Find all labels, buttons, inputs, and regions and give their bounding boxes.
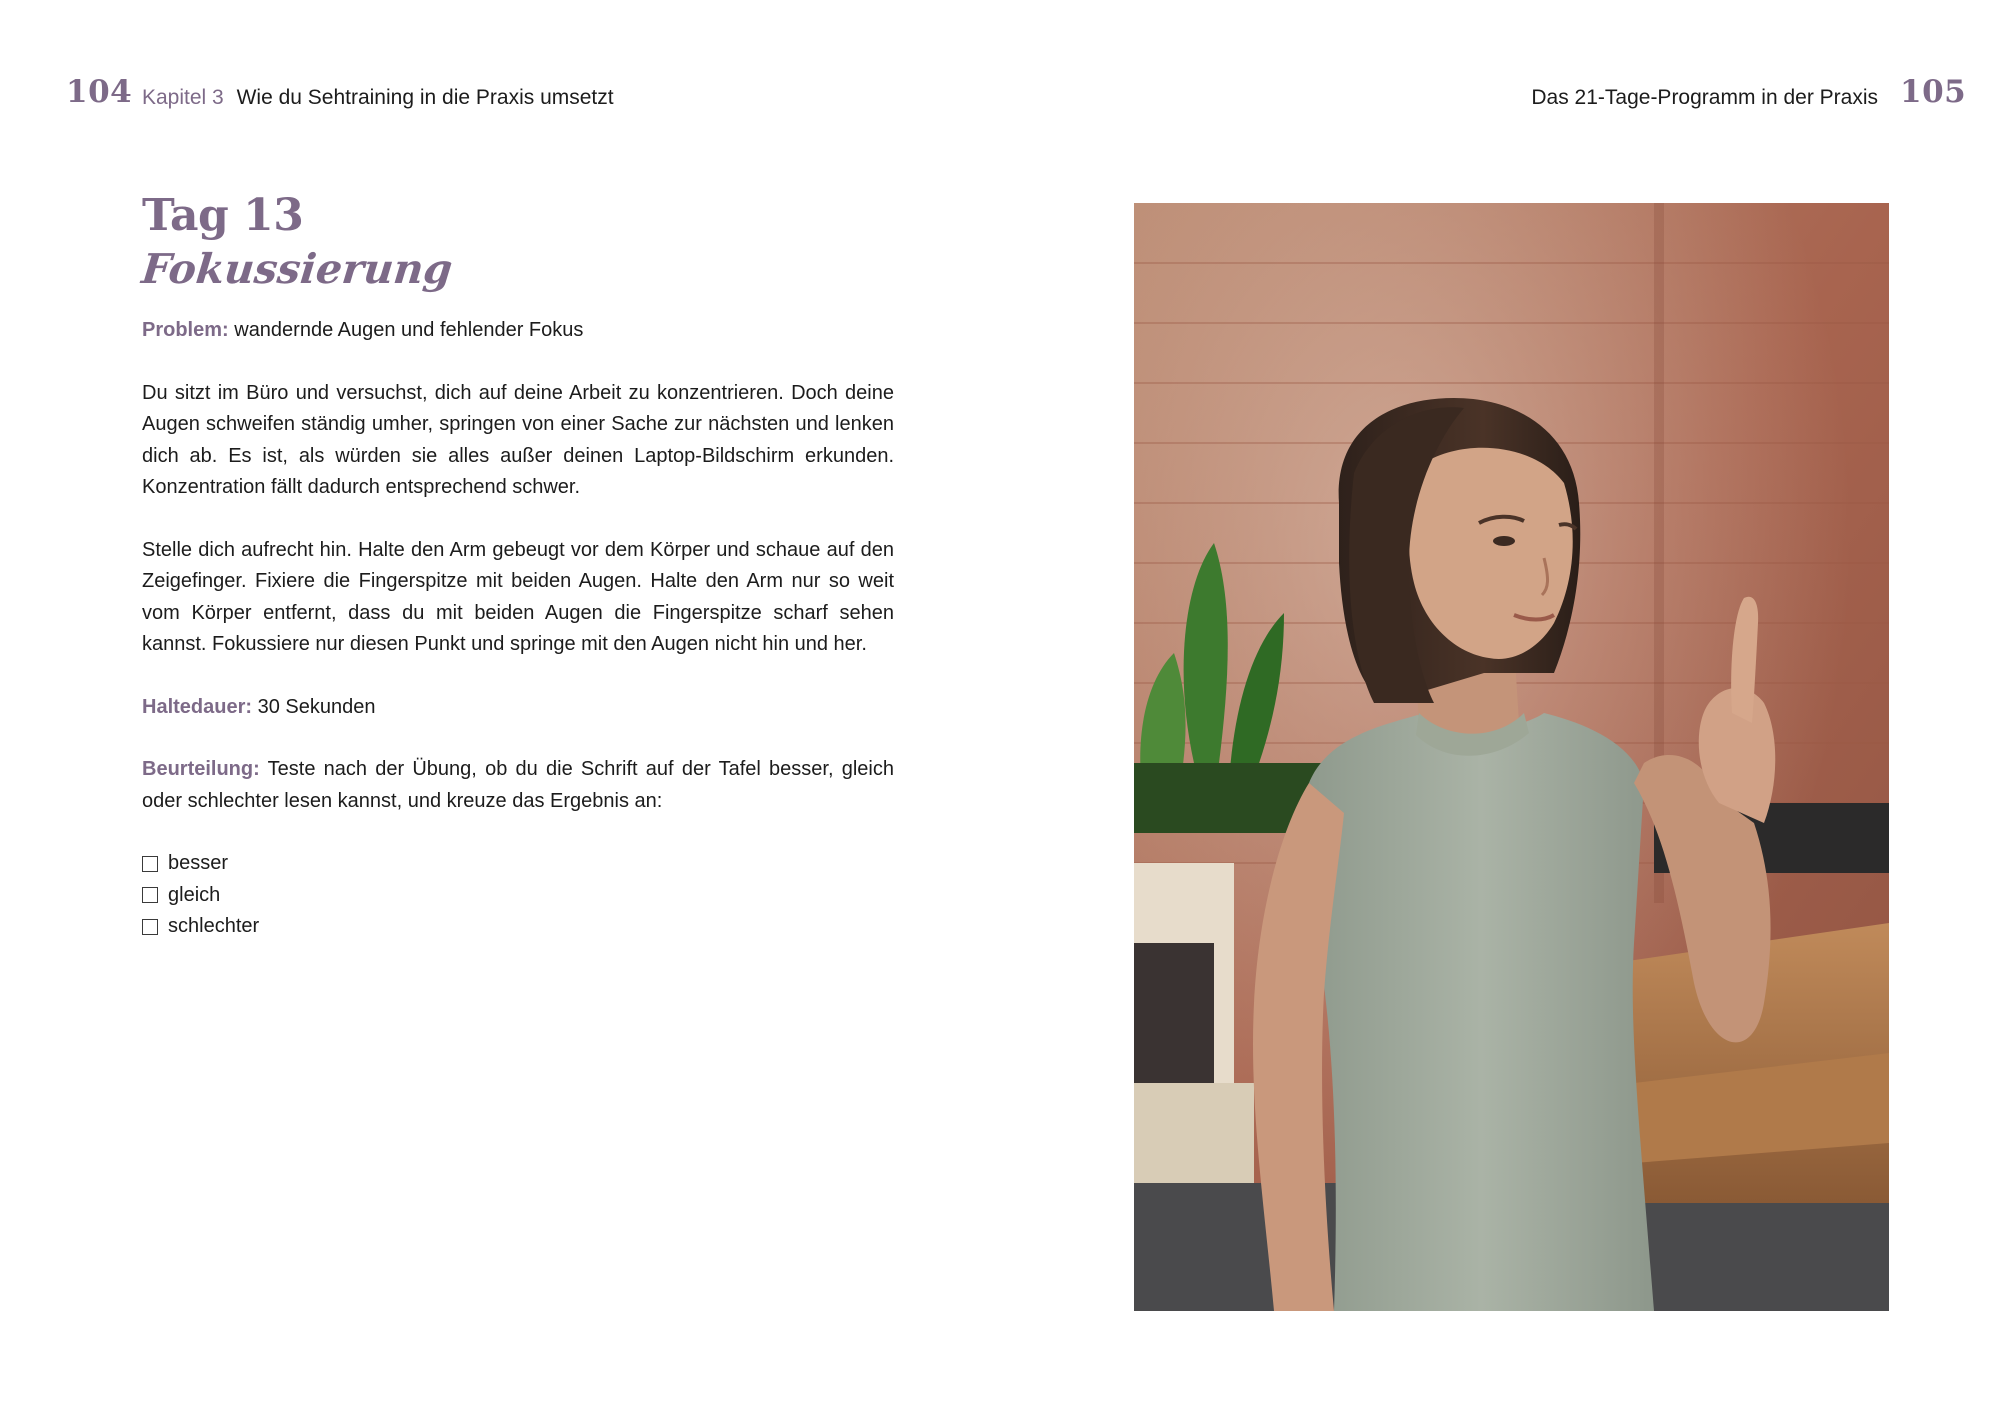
exercise-photo (1134, 203, 1889, 1311)
checklist-item-schlechter[interactable] (142, 911, 894, 943)
problem-label: Problem: (142, 319, 229, 341)
woman-pointing-finger-illustration (1134, 203, 1889, 1311)
problem-line (142, 315, 894, 347)
checklist-label: gleich (168, 883, 221, 906)
result-checklist (142, 848, 894, 943)
checklist-item-besser[interactable] (142, 848, 894, 880)
checklist-label: besser (168, 852, 229, 874)
assessment-text: Teste nach der Übung, ob du die Schrift auf der Tafel besser, gleich oder schlechter lesen kannst, und kreuze das Ergebnis an: (142, 758, 894, 812)
duration-text: 30 Sekunden (252, 695, 376, 718)
day-title: Tag 13 (142, 190, 304, 241)
chapter-title: Wie du Sehtraining in die Praxis umsetzt (236, 86, 614, 109)
exercise-content (139, 190, 894, 943)
left-running-header (142, 86, 614, 110)
chapter-label: Kapitel 3 (142, 86, 224, 109)
paragraph-instructions: Stelle dich aufrecht hin. Halte den Arm gebeugt vor dem Körper und schaue auf den Zeigefinger. Fixiere die Fingerspitze mit beiden Augen. Halte den Arm nur so weit vom Körper entfernt, dass du mit beiden Augen die Fingerspitze scharf sehen kannst. Fokussiere nur diesen Punkt und springe mit den Augen nicht hin und her. (142, 538, 894, 655)
paragraph-scenario: Du sitzt im Büro und versuchst, dich auf deine Arbeit zu konzentrieren. Doch deine Augen schweifen ständig umher, springen von einer Sache zur nächsten und lenken dich ab. Es ist, als würden sie alles außer deinen Laptop-Bildschirm erkunden. Konzentration fällt dadurch entsprechend schwer. (142, 381, 894, 498)
duration-label: Haltedauer: (142, 695, 253, 718)
problem-text: wandernde Augen und fehlender Fokus (228, 319, 584, 341)
checkbox[interactable] (142, 887, 158, 903)
day-subtitle: Fokussierung (139, 245, 455, 293)
left-page-number: 104 (66, 74, 133, 110)
checkbox[interactable] (142, 856, 158, 872)
right-running-header: Das 21-Tage-Programm in der Praxis (1531, 86, 1878, 109)
checklist-label: schlechter (168, 915, 260, 937)
right-page-number: 105 (1900, 74, 1967, 110)
assessment-line (142, 754, 894, 817)
checkbox[interactable] (142, 919, 158, 935)
duration-line (142, 692, 894, 724)
assessment-label: Beurteilung: (142, 758, 260, 780)
checklist-item-gleich[interactable] (142, 880, 894, 912)
